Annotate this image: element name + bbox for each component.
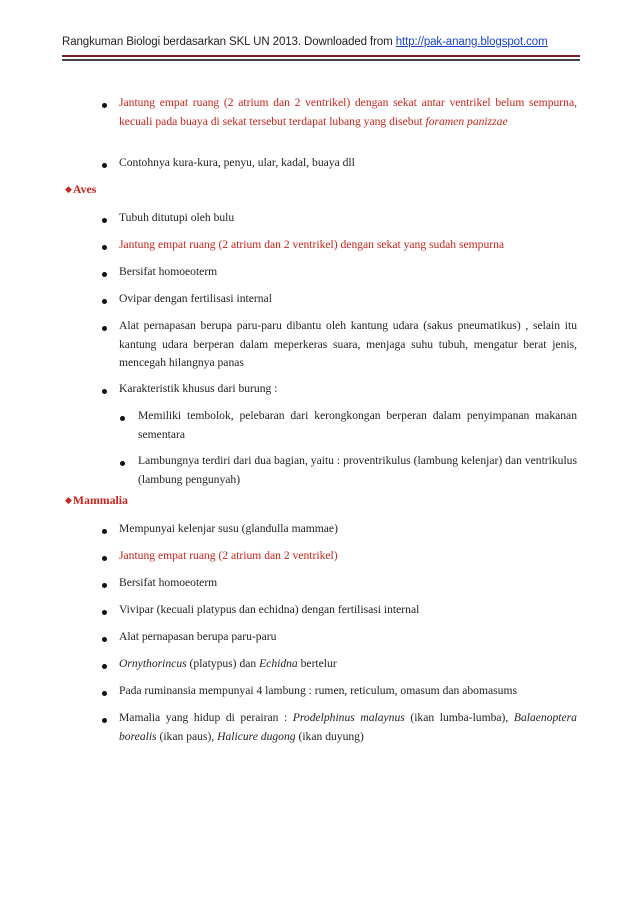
bullet bbox=[102, 272, 107, 277]
header-rule-secondary bbox=[62, 59, 580, 61]
bullet bbox=[102, 583, 107, 588]
list-item: Bersifat homoeoterm bbox=[119, 576, 218, 589]
item-text: (platypus) dan bbox=[186, 657, 260, 670]
bullet bbox=[102, 637, 107, 642]
item-italic-term: foramen panizzae bbox=[425, 114, 508, 128]
bullet bbox=[102, 556, 107, 561]
bullet bbox=[120, 416, 125, 421]
diamond-bullet-icon: ◆ bbox=[65, 495, 72, 505]
list-item: Alat pernapasan berupa paru-paru dibantu oleh kantung udara (sakus pneumatikus) , selain itu kantung udara berperan dalam meperkeras suara, menjaga suhu tubuh, mengatur berat jenis, mencegah hilangnya panas bbox=[119, 319, 577, 369]
bullet bbox=[102, 389, 107, 394]
list-item: Bersifat homoeoterm bbox=[119, 265, 218, 278]
italic-term: Balaenoptera borealis bbox=[119, 711, 577, 743]
section-title-mammalia bbox=[65, 493, 128, 508]
header-link[interactable]: http://pak-anang.blogspot.com bbox=[395, 36, 548, 48]
list-item: Alat pernapasan berupa paru-paru bbox=[119, 630, 277, 643]
item-text: (ikan paus), bbox=[156, 729, 218, 743]
list-item: Tubuh ditutupi oleh bulu bbox=[119, 211, 235, 224]
sub-list-item: Memiliki tembolok, pelebaran dari kerongkongan berperan dalam penyimpanan makanan sementara bbox=[138, 409, 577, 441]
bullet bbox=[102, 163, 107, 168]
italic-term: Echidna bbox=[259, 657, 298, 670]
list-item: Karakteristik khusus dari burung : bbox=[119, 382, 278, 395]
diamond-bullet-icon: ◆ bbox=[65, 184, 72, 194]
bullet bbox=[102, 103, 107, 108]
item-text: bertelur bbox=[297, 657, 337, 670]
item-text: Mamalia yang hidup di perairan : bbox=[119, 711, 293, 724]
italic-term: Prodelphinus malaynus bbox=[292, 711, 405, 724]
italic-term: Ornythorincus bbox=[119, 657, 187, 670]
list-item: Mempunyai kelenjar susu (glandulla mammae) bbox=[119, 522, 338, 535]
bullet bbox=[102, 299, 107, 304]
bullet bbox=[102, 218, 107, 223]
item-text: (ikan duyung) bbox=[295, 729, 364, 743]
list-item: Jantung empat ruang (2 atrium dan 2 ventrikel) bbox=[119, 549, 338, 562]
item-text: Jantung empat ruang (2 atrium dan 2 ventrikel) dengan sekat antar ventrikel belum sempurna, kecuali pada buaya di sekat tersebut terdapat lubang yang disebut bbox=[119, 96, 577, 128]
bullet bbox=[102, 245, 107, 250]
list-item: Pada ruminansia mempunyai 4 lambung : rumen, reticulum, omasum dan abomasums bbox=[119, 684, 517, 697]
bullet bbox=[120, 461, 125, 466]
bullet bbox=[102, 664, 107, 669]
section-title-aves bbox=[65, 182, 96, 197]
bullet bbox=[102, 718, 107, 723]
header-rule bbox=[62, 55, 580, 57]
section-title-text: Mammalia bbox=[72, 493, 128, 507]
bullet bbox=[102, 326, 107, 331]
list-item: Jantung empat ruang (2 atrium dan 2 ventrikel) dengan sekat yang sudah sempurna bbox=[119, 238, 505, 251]
list-item: Ovipar dengan fertilisasi internal bbox=[119, 292, 272, 305]
header-text: Rangkuman Biologi berdasarkan SKL UN 2013. Downloaded from bbox=[62, 36, 396, 48]
bullet bbox=[102, 691, 107, 696]
page-header bbox=[62, 36, 548, 48]
list-item: Vivipar (kecuali platypus dan echidna) dengan fertilisasi internal bbox=[119, 603, 420, 616]
list-item-monotremes bbox=[119, 655, 577, 674]
bullet bbox=[102, 529, 107, 534]
italic-term: Halicure dugong bbox=[217, 729, 296, 743]
list-item-examples: Contohnya kura-kura, penyu, ular, kadal, buaya dll bbox=[119, 156, 355, 169]
sub-list-item: Lambungnya terdiri dari dua bagian, yaitu : proventrikulus (lambung kelenjar) dan ventrikulus (lambung pengunyah) bbox=[138, 454, 577, 486]
bullet bbox=[102, 610, 107, 615]
list-item-heart-reptile bbox=[119, 94, 577, 131]
item-text: (ikan lumba-lumba), bbox=[404, 711, 514, 724]
list-item-aquatic-mammals bbox=[119, 709, 577, 746]
section-title-text: Aves bbox=[72, 182, 97, 196]
